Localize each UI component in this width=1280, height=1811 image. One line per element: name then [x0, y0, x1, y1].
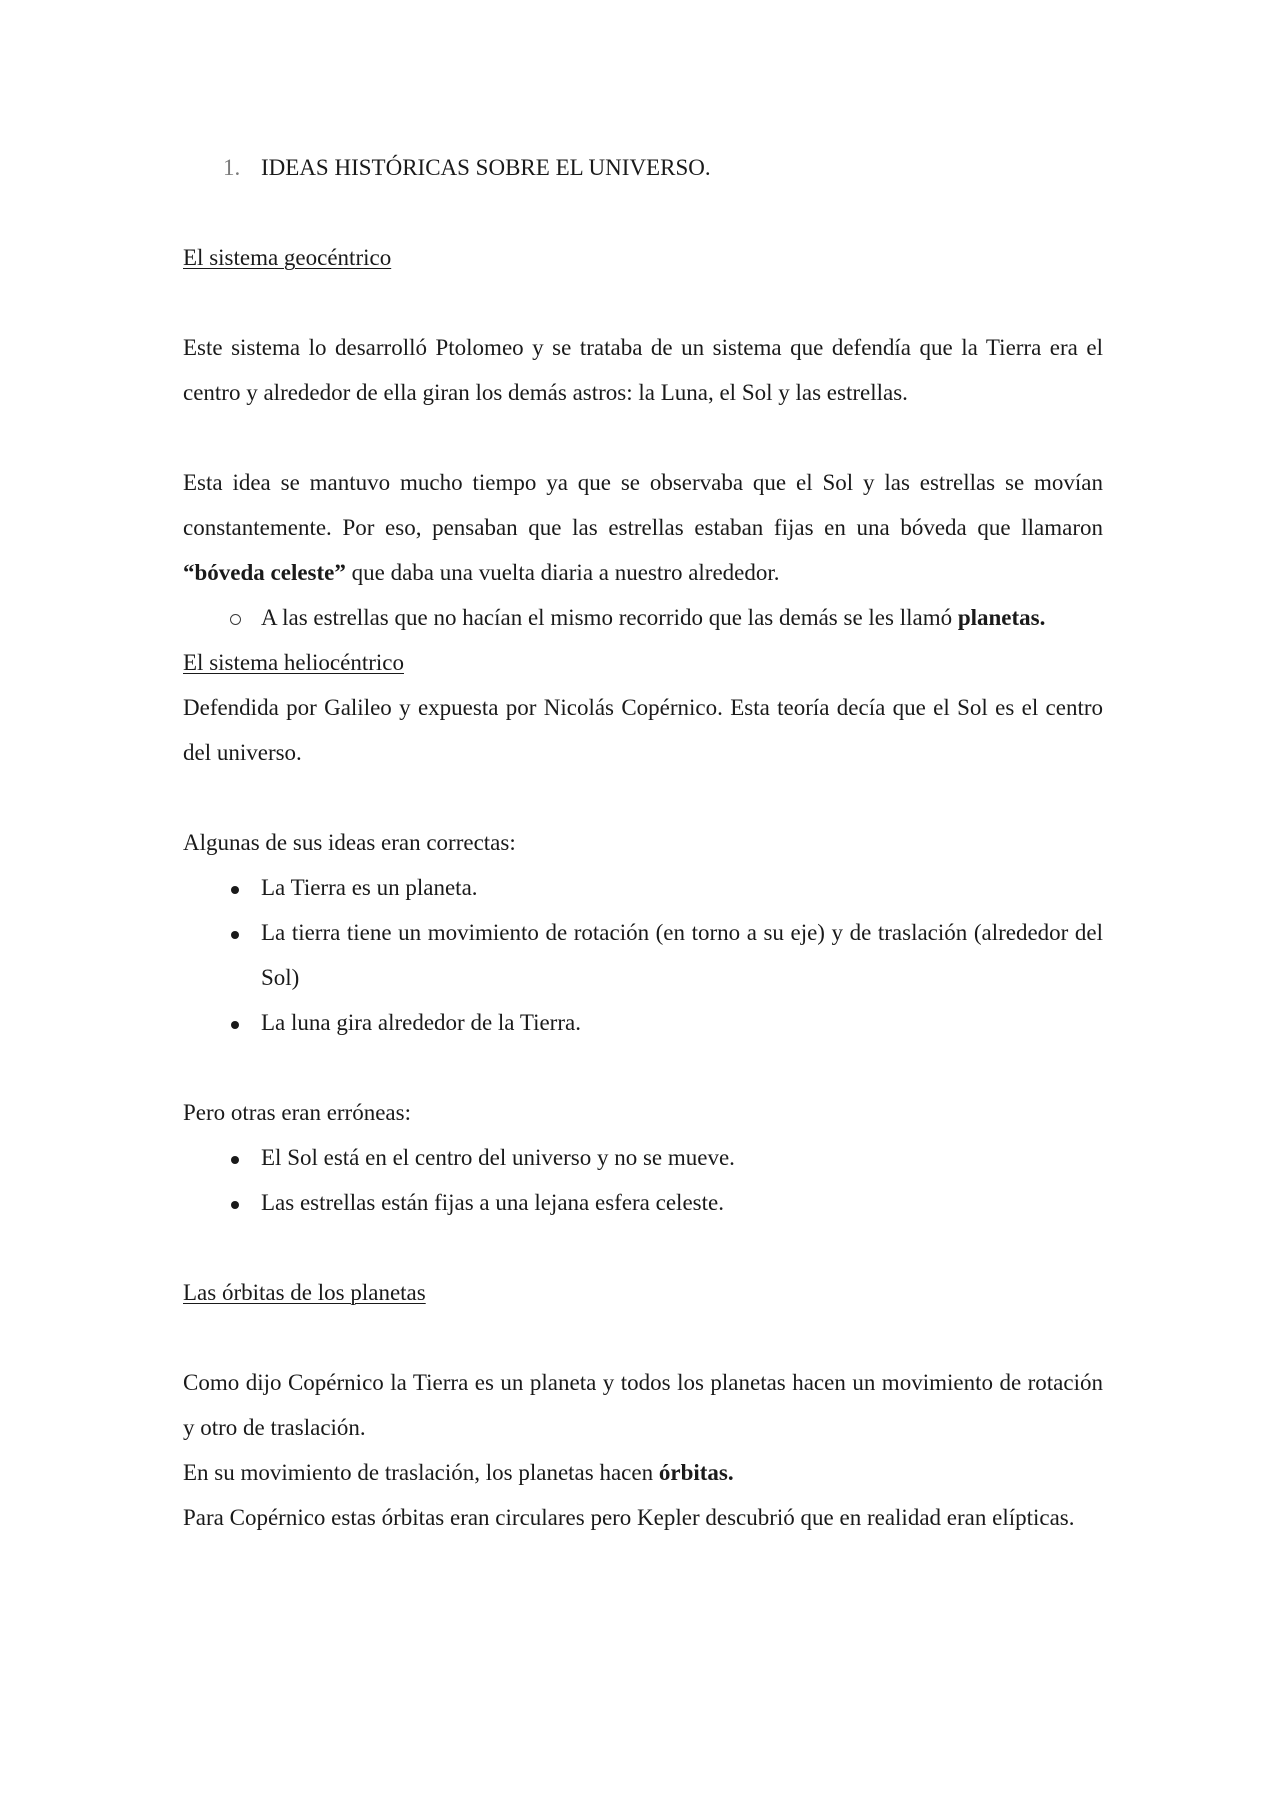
bullet-icon — [225, 865, 245, 910]
geocentric-sublist — [183, 595, 1103, 640]
geocentric-paragraph-1: Este sistema lo desarrolló Ptolomeo y se trataba de un sistema que defendía que la Tierra era el centro y alrededor de ella giran los demás astros: la Luna, el Sol y las estrellas. — [183, 335, 1103, 405]
correct-ideas-list — [183, 865, 1103, 1045]
section-heading — [223, 145, 1103, 190]
bullet-icon — [225, 1180, 245, 1225]
geocentric-paragraph-2: Esta idea se mantuvo mucho tiempo ya que se observaba que el Sol y las estrellas se movían constantemente. Por eso, pensaban que las estrellas estaban fijas en una bóveda que llamaron “bóveda celeste” que daba una vuelta diaria a nuestro alrededor. — [183, 470, 1103, 585]
orbits-paragraph-3: Para Copérnico estas órbitas eran circulares pero Kepler descubrió que en realidad eran elípticas. — [183, 1505, 1075, 1530]
geocentric-title: El sistema geocéntrico — [183, 245, 392, 270]
bullet-icon — [225, 910, 245, 955]
wrong-ideas-list — [183, 1135, 1103, 1225]
heading-number: 1. — [223, 155, 241, 180]
circle-bullet-icon — [225, 595, 245, 640]
orbits-paragraph-2: En su movimiento de traslación, los planetas hacen órbitas. — [183, 1460, 734, 1485]
list-item: La Tierra es un planeta. — [183, 865, 1103, 910]
heading-title: IDEAS HISTÓRICAS SOBRE EL UNIVERSO. — [261, 155, 711, 180]
bullet-icon — [225, 1135, 245, 1180]
list-item: La luna gira alrededor de la Tierra. — [183, 1000, 1103, 1045]
heliocentric-paragraph-1: Defendida por Galileo y expuesta por Nicolás Copérnico. Esta teoría decía que el Sol es el centro del universo. — [183, 695, 1103, 765]
list-item: A las estrellas que no hacían el mismo recorrido que las demás se les llamó planetas. — [183, 595, 1103, 640]
orbits-paragraph-1: Como dijo Copérnico la Tierra es un planeta y todos los planetas hacen un movimiento de rotación y otro de traslación. — [183, 1370, 1103, 1440]
document-content — [183, 145, 1103, 1540]
wrong-ideas-intro: Pero otras eran erróneas: — [183, 1100, 411, 1125]
list-item: La tierra tiene un movimiento de rotación (en torno a su eje) y de traslación (alrededor del Sol) — [183, 910, 1103, 1000]
correct-ideas-intro: Algunas de sus ideas eran correctas: — [183, 830, 516, 855]
heliocentric-title: El sistema heliocéntrico — [183, 650, 404, 675]
list-item: El Sol está en el centro del universo y no se mueve. — [183, 1135, 1103, 1180]
bullet-icon — [225, 1000, 245, 1045]
orbits-title: Las órbitas de los planetas — [183, 1280, 426, 1305]
list-item: Las estrellas están fijas a una lejana esfera celeste. — [183, 1180, 1103, 1225]
